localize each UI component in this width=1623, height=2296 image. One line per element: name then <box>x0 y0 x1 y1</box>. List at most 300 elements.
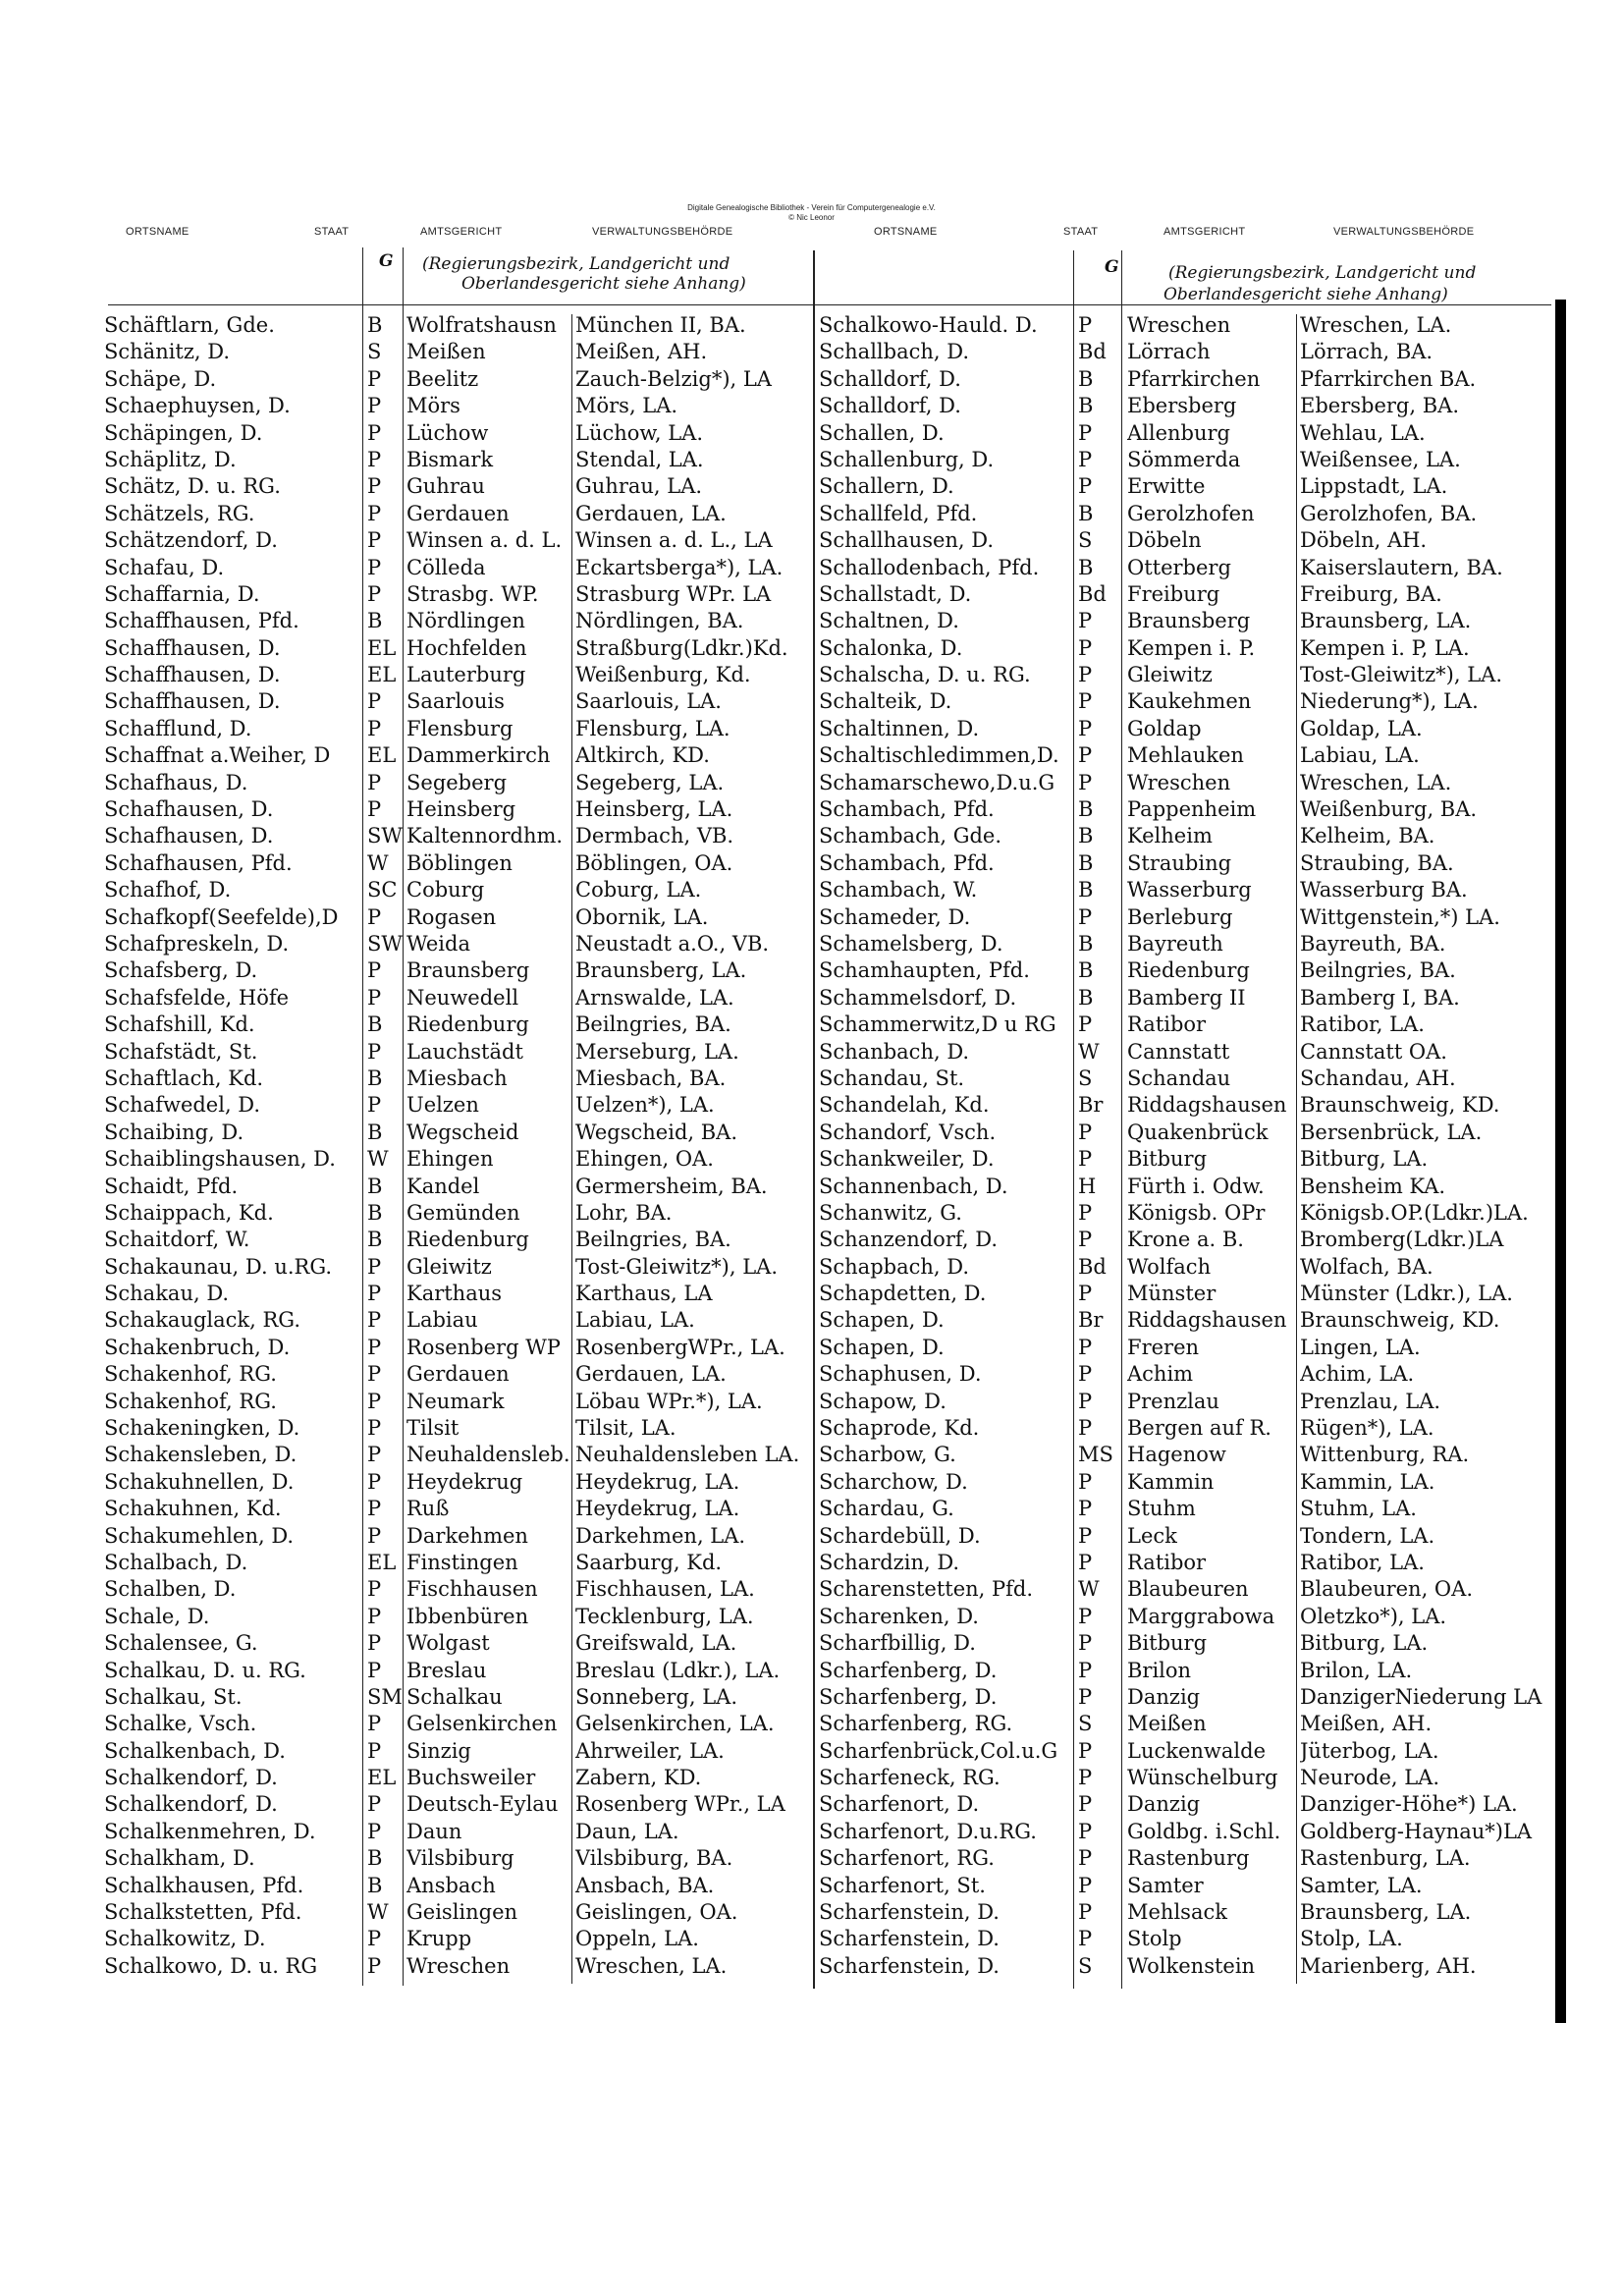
administrative-authority: Wegscheid, BA. <box>575 1120 738 1144</box>
administrative-authority: Bayreuth, BA. <box>1300 931 1446 956</box>
table-row <box>98 1630 815 1657</box>
district-court: Lauchstädt <box>406 1039 523 1064</box>
district-court: Straubing <box>1127 850 1232 875</box>
place-name: Schaibing, D. <box>104 1120 244 1144</box>
place-name: Schambach, Pfd. <box>819 850 995 875</box>
administrative-authority: Ebersberg, BA. <box>1300 394 1459 418</box>
place-name: Schammelsdorf, D. <box>819 985 1017 1010</box>
state: S <box>367 340 382 364</box>
place-name: Schanwitz, G. <box>819 1200 962 1225</box>
district-court: Bergen auf R. <box>1127 1416 1271 1441</box>
district-court: Kaukehmen <box>1127 689 1252 714</box>
district-court: Schandau <box>1127 1066 1231 1090</box>
state: P <box>1078 1416 1093 1441</box>
state: P <box>1078 1550 1093 1574</box>
table-row <box>98 420 815 447</box>
state: P <box>1078 1228 1093 1252</box>
table-row <box>815 1307 1551 1334</box>
table-row <box>815 1899 1551 1926</box>
state: B <box>1078 878 1094 902</box>
district-court: Gerdauen <box>406 1362 510 1387</box>
place-name: Schätzendorf, D. <box>104 528 278 553</box>
table-row <box>98 1550 815 1576</box>
district-court: Sinzig <box>406 1738 471 1763</box>
place-name: Schardebüll, D. <box>819 1523 981 1548</box>
district-court: Goldap <box>1127 716 1202 740</box>
place-name: Schaffarnia, D. <box>104 581 260 606</box>
administrative-authority: Blaubeuren, OA. <box>1300 1577 1473 1602</box>
administrative-authority: Kelheim, BA. <box>1300 824 1435 848</box>
place-name: Schakuhnen, Kd. <box>104 1497 282 1521</box>
administrative-authority: Achim, LA. <box>1300 1362 1415 1387</box>
district-court: Fischhausen <box>406 1577 538 1602</box>
place-name: Schafwedel, D. <box>104 1093 261 1118</box>
administrative-authority: Lingen, LA. <box>1300 1335 1421 1359</box>
district-court: Lauterburg <box>406 663 526 687</box>
state: P <box>1078 1497 1093 1521</box>
table-row <box>815 1146 1551 1173</box>
place-name: Schafhausen, Pfd. <box>104 850 293 875</box>
state: P <box>367 474 382 499</box>
state: P <box>367 1443 382 1467</box>
state: P <box>367 555 382 579</box>
district-court: Bayreuth <box>1127 931 1223 956</box>
table-row <box>98 904 815 931</box>
administrative-authority: Uelzen*), LA. <box>575 1093 715 1118</box>
table-row <box>815 393 1551 419</box>
district-court: Fürth i. Odw. <box>1127 1174 1265 1198</box>
district-court: Riedenburg <box>1127 958 1250 983</box>
state: P <box>367 581 382 606</box>
place-name: Schalkowo-Hauld. D. <box>819 313 1038 337</box>
table-row <box>815 1765 1551 1791</box>
administrative-authority: Wreschen, LA. <box>1300 313 1452 337</box>
state: B <box>367 1066 383 1090</box>
administrative-authority: Gerolzhofen, BA. <box>1300 501 1478 525</box>
place-name: Scharfenstein, D. <box>819 1927 1000 1951</box>
district-court: Böblingen <box>406 850 513 875</box>
administrative-authority: Münster (Ldkr.), LA. <box>1300 1282 1513 1306</box>
district-court: Rastenburg <box>1127 1846 1250 1871</box>
district-court: Wreschen <box>1127 313 1231 337</box>
state: B <box>1078 394 1094 418</box>
table-row <box>98 1389 815 1415</box>
state: W <box>367 850 389 875</box>
district-court: Mörs <box>406 394 460 418</box>
state: P <box>367 1497 382 1521</box>
table-row <box>98 742 815 769</box>
table-row <box>98 635 815 662</box>
administrative-authority: Oppeln, LA. <box>575 1927 699 1951</box>
state: B <box>367 1228 383 1252</box>
state: P <box>367 501 382 525</box>
district-court: Freiburg <box>1127 581 1220 606</box>
header-amtsgericht-right: AMTSGERICHT <box>1163 226 1246 238</box>
administrative-authority: Saarburg, Kd. <box>575 1550 723 1574</box>
administrative-authority: Greifswald, LA. <box>575 1631 737 1656</box>
place-name: Schandelah, Kd. <box>819 1093 990 1118</box>
administrative-authority: Pfarrkirchen BA. <box>1300 366 1477 391</box>
table-row <box>815 1066 1551 1092</box>
place-name: Schafau, D. <box>104 555 225 579</box>
state: P <box>367 420 382 445</box>
district-court: Erwitte <box>1127 474 1206 499</box>
state: P <box>1078 635 1093 660</box>
place-name: Schamarschewo,D.u.G <box>819 770 1055 794</box>
place-name: Schaiblingshausen, D. <box>104 1147 336 1172</box>
administrative-authority: Wolfach, BA. <box>1300 1254 1434 1279</box>
state: P <box>1078 1200 1093 1225</box>
place-name: Scharfenstein, D. <box>819 1900 1000 1925</box>
administrative-authority: Kammin, LA. <box>1300 1469 1435 1494</box>
district-court: Achim <box>1127 1362 1194 1387</box>
administrative-authority: Merseburg, LA. <box>575 1039 739 1064</box>
state: MS <box>1078 1443 1113 1467</box>
district-court: Kandel <box>406 1174 480 1198</box>
state: Bd <box>1078 340 1107 364</box>
administrative-authority: Karthaus, LA <box>575 1282 713 1306</box>
administrative-authority: Beilngries, BA. <box>575 1228 731 1252</box>
district-court: Deutsch-Eylau <box>406 1792 559 1817</box>
state: W <box>1078 1039 1100 1064</box>
administrative-authority: Labiau, LA. <box>575 1308 695 1333</box>
state: S <box>1078 1953 1093 1978</box>
district-court: Bitburg <box>1127 1147 1208 1172</box>
table-row <box>815 1092 1551 1119</box>
credit-copyright: © Nic Leonor <box>788 213 835 222</box>
place-name: Schäplitz, D. <box>104 447 237 471</box>
place-name: Schaitdorf, W. <box>104 1228 250 1252</box>
table-row <box>815 931 1551 957</box>
table-row <box>815 420 1551 447</box>
administrative-authority: Vilsbiburg, BA. <box>575 1846 733 1871</box>
state: P <box>367 1712 382 1736</box>
table-row <box>98 1791 815 1818</box>
state: EL <box>367 1550 397 1574</box>
table-row <box>815 1469 1551 1496</box>
place-name: Scharenken, D. <box>819 1604 979 1628</box>
state: B <box>1078 366 1094 391</box>
district-court: Schalkau <box>406 1684 503 1709</box>
place-name: Schalkstetten, Pfd. <box>104 1900 302 1925</box>
district-court: Dammerkirch <box>406 743 551 768</box>
district-court: Gelsenkirchen <box>406 1712 558 1736</box>
administrative-authority: Obornik, LA. <box>575 904 709 929</box>
header-amtsgericht-left: AMTSGERICHT <box>420 226 503 238</box>
administrative-authority: Braunsberg, LA. <box>1300 609 1472 633</box>
place-name: Schafhausen, D. <box>104 824 274 848</box>
district-court: Wolgast <box>406 1631 490 1656</box>
administrative-authority: Stendal, LA. <box>575 447 704 471</box>
table-row <box>815 527 1551 554</box>
administrative-authority: Beilngries, BA. <box>1300 958 1456 983</box>
district-court: Blaubeuren <box>1127 1577 1249 1602</box>
place-name: Schäpe, D. <box>104 366 217 391</box>
district-court: Flensburg <box>406 716 514 740</box>
staat-symbol-left: G <box>379 251 394 271</box>
district-court: Wasserburg <box>1127 878 1252 902</box>
administrative-authority: Tost-Gleiwitz*), LA. <box>1300 663 1502 687</box>
administrative-authority: Rosenberg WPr., LA <box>575 1792 785 1817</box>
administrative-authority: Tost-Gleiwitz*), LA. <box>575 1254 778 1279</box>
header-verwaltung-right: VERWALTUNGSBEHÖRDE <box>1333 226 1475 238</box>
district-court: Finstingen <box>406 1550 518 1574</box>
place-name: Schardzin, D. <box>819 1550 960 1574</box>
district-court: Allenburg <box>1127 420 1230 445</box>
administrative-authority: Danziger-Höhe*) LA. <box>1300 1792 1518 1817</box>
administrative-authority: Rastenburg, LA. <box>1300 1846 1471 1871</box>
table-row <box>815 850 1551 877</box>
state: P <box>1078 1012 1093 1037</box>
table-row <box>98 1415 815 1442</box>
table-row <box>98 823 815 849</box>
state: B <box>1078 501 1094 525</box>
district-court: Bitburg <box>1127 1631 1208 1656</box>
place-name: Schalscha, D. u. RG. <box>819 663 1031 687</box>
place-name: Schalkau, St. <box>104 1684 243 1709</box>
place-name: Schakuhnellen, D. <box>104 1469 295 1494</box>
administrative-authority: Zauch-Belzig*), LA <box>575 366 772 391</box>
table-row <box>815 877 1551 903</box>
district-court: Rogasen <box>406 904 497 929</box>
administrative-authority: Kaiserslautern, BA. <box>1300 555 1503 579</box>
state: SW <box>367 824 403 848</box>
table-row <box>815 1684 1551 1711</box>
table-row <box>98 1576 815 1603</box>
table-row <box>815 1791 1551 1818</box>
place-name: Schallern, D. <box>819 474 954 499</box>
administrative-authority: Weißensee, LA. <box>1300 447 1461 471</box>
table-row <box>98 716 815 742</box>
state: P <box>1078 716 1093 740</box>
table-row <box>98 501 815 527</box>
district-court: Segeberg <box>406 770 508 794</box>
place-name: Schakenbruch, D. <box>104 1335 291 1359</box>
district-court: Leck <box>1127 1523 1177 1548</box>
district-court: Danzig <box>1127 1792 1201 1817</box>
district-court: Sömmerda <box>1127 447 1241 471</box>
state: P <box>1078 1873 1093 1897</box>
table-row <box>98 1200 815 1227</box>
place-name: Schaltinnen, D. <box>819 716 980 740</box>
administrative-authority: Braunschweig, KD. <box>1300 1308 1500 1333</box>
administrative-authority: Böblingen, OA. <box>575 850 733 875</box>
administrative-authority: Arnswalde, LA. <box>575 985 734 1010</box>
district-court: Heydekrug <box>406 1469 523 1494</box>
administrative-authority: Eckartsberga*), LA. <box>575 555 784 579</box>
district-court: Braunsberg <box>1127 609 1251 633</box>
state: H <box>1078 1174 1097 1198</box>
place-name: Schakensleben, D. <box>104 1443 298 1467</box>
subheader-note-left-1: (Regierungsbezirk, Landgericht und <box>422 254 730 274</box>
place-name: Schakeningken, D. <box>104 1416 300 1441</box>
table-row <box>98 662 815 688</box>
place-name: Schankweiler, D. <box>819 1147 995 1172</box>
table-row <box>815 635 1551 662</box>
place-name: Schammerwitz,D u RG <box>819 1012 1056 1037</box>
table-row <box>98 608 815 634</box>
district-court: Gerdauen <box>406 501 510 525</box>
place-name: Scharfenbrück,Col.u.G <box>819 1738 1058 1763</box>
administrative-authority: Neustadt a.O., VB. <box>575 931 770 956</box>
table-row <box>815 1254 1551 1281</box>
place-name: Schakaunau, D. u.RG. <box>104 1254 333 1279</box>
district-court: Riedenburg <box>406 1228 529 1252</box>
administrative-authority: Niederung*), LA. <box>1300 689 1479 714</box>
state: W <box>367 1147 389 1172</box>
state: B <box>1078 797 1094 822</box>
place-name: Schalteik, D. <box>819 689 952 714</box>
administrative-authority: Flensburg, LA. <box>575 716 730 740</box>
place-name: Scharfenstein, D. <box>819 1953 1000 1978</box>
place-name: Schapen, D. <box>819 1308 945 1333</box>
state: B <box>367 1873 383 1897</box>
administrative-authority: Wittgenstein,*) LA. <box>1300 904 1500 929</box>
district-court: Ruß <box>406 1497 450 1521</box>
district-court: Freren <box>1127 1335 1200 1359</box>
district-court: Cölleda <box>406 555 486 579</box>
state: P <box>367 1953 382 1978</box>
place-name: Schalkowitz, D. <box>104 1927 266 1951</box>
table-row <box>98 850 815 877</box>
district-court: Saarlouis <box>406 689 505 714</box>
table-row <box>815 608 1551 634</box>
place-name: Schalensee, G. <box>104 1631 258 1656</box>
administrative-authority: Geislingen, OA. <box>575 1900 738 1925</box>
place-name: Schafpreskeln, D. <box>104 931 290 956</box>
district-court: Meißen <box>406 340 486 364</box>
district-court: Braunsberg <box>406 958 530 983</box>
table-row <box>815 1576 1551 1603</box>
place-name: Schaippach, Kd. <box>104 1200 274 1225</box>
place-name: Schallhausen, D. <box>819 528 995 553</box>
state: B <box>1078 958 1094 983</box>
table-row <box>98 1738 815 1765</box>
place-name: Scharfbillig, D. <box>819 1631 976 1656</box>
district-court: Pappenheim <box>1127 797 1257 822</box>
district-court: Münster <box>1127 1282 1217 1306</box>
place-name: Schaltnen, D. <box>819 609 959 633</box>
administrative-authority: Tondern, LA. <box>1300 1523 1435 1548</box>
header-ortsname-right: ORTSNAME <box>874 226 938 238</box>
subheader-note-right-2: Oberlandesgericht siehe Anhang) <box>1163 285 1448 304</box>
district-court: Döbeln <box>1127 528 1202 553</box>
state: P <box>367 1308 382 1333</box>
administrative-authority: Heydekrug, LA. <box>575 1497 740 1521</box>
place-name: Schalkenmehren, D. <box>104 1819 316 1843</box>
administrative-authority: Tecklenburg, LA. <box>575 1604 754 1628</box>
administrative-authority: Ratibor, LA. <box>1300 1012 1425 1037</box>
place-name: Schafhaus, D. <box>104 770 248 794</box>
administrative-authority: Saarlouis, LA. <box>575 689 722 714</box>
district-court: Nördlingen <box>406 609 525 633</box>
state: B <box>1078 824 1094 848</box>
state: S <box>1078 528 1093 553</box>
state: P <box>367 1523 382 1548</box>
state: P <box>1078 313 1093 337</box>
state: SW <box>367 931 403 956</box>
state: Bd <box>1078 581 1107 606</box>
place-name: Schamhaupten, Pfd. <box>819 958 1030 983</box>
table-row <box>815 1604 1551 1630</box>
table-row <box>815 688 1551 715</box>
place-name: Schandau, St. <box>819 1066 965 1090</box>
table-row <box>98 1092 815 1119</box>
table-row <box>98 770 815 796</box>
administrative-authority: Lippstadt, LA. <box>1300 474 1448 499</box>
state: P <box>367 1416 382 1441</box>
district-court: Rosenberg WP <box>406 1335 561 1359</box>
district-court: Uelzen <box>406 1093 479 1118</box>
administrative-authority: Cannstatt OA. <box>1300 1039 1447 1064</box>
place-name: Schalonka, D. <box>819 635 963 660</box>
table-row <box>815 1415 1551 1442</box>
table-row <box>815 1845 1551 1872</box>
state: P <box>1078 663 1093 687</box>
table-row <box>815 1658 1551 1684</box>
state: Br <box>1078 1308 1104 1333</box>
table-row <box>98 366 815 393</box>
table-row <box>815 1926 1551 1952</box>
place-name: Scharfenort, RG. <box>819 1846 995 1871</box>
district-court: Ehingen <box>406 1147 494 1172</box>
administrative-authority: Wittenburg, RA. <box>1300 1443 1470 1467</box>
place-name: Schakauglack, RG. <box>104 1308 300 1333</box>
place-name: Schätzels, RG. <box>104 501 255 525</box>
place-name: Schardau, G. <box>819 1497 954 1521</box>
state: P <box>367 797 382 822</box>
place-name: Schallfeld, Pfd. <box>819 501 978 525</box>
district-court: Hagenow <box>1127 1443 1226 1467</box>
state: P <box>1078 1469 1093 1494</box>
district-court: Meißen <box>1127 1712 1207 1736</box>
state: P <box>1078 1335 1093 1359</box>
place-name: Schalkendorf, D. <box>104 1766 278 1790</box>
table-row <box>815 1873 1551 1899</box>
table-row <box>815 581 1551 608</box>
state: SC <box>367 878 398 902</box>
administrative-authority: Mörs, LA. <box>575 394 678 418</box>
table-row <box>98 1711 815 1737</box>
administrative-authority: Bamberg I, BA. <box>1300 985 1460 1010</box>
subheader-note-right-1: (Regierungsbezirk, Landgericht und <box>1168 263 1477 283</box>
state: P <box>1078 474 1093 499</box>
administrative-authority: Braunschweig, KD. <box>1300 1093 1500 1118</box>
state: P <box>367 366 382 391</box>
administrative-authority: Marienberg, AH. <box>1300 1953 1477 1978</box>
state: P <box>1078 1604 1093 1628</box>
header-divider <box>108 304 1551 305</box>
place-name: Schakau, D. <box>104 1282 230 1306</box>
table-row <box>815 1281 1551 1307</box>
district-court: Otterberg <box>1127 555 1231 579</box>
state: W <box>367 1900 389 1925</box>
administrative-authority: Bromberg(Ldkr.)LA <box>1300 1228 1504 1252</box>
place-name: Schannenbach, D. <box>819 1174 1008 1198</box>
state: EL <box>367 663 397 687</box>
administrative-authority: Labiau, LA. <box>1300 743 1420 768</box>
left-column <box>98 312 815 1980</box>
administrative-authority: DanzigerNiederung LA <box>1300 1684 1542 1709</box>
district-court: Geislingen <box>406 1900 518 1925</box>
district-court: Brilon <box>1127 1658 1192 1682</box>
table-row <box>98 1442 815 1468</box>
place-name: Schakenhof, RG. <box>104 1362 277 1387</box>
administrative-authority: Kempen i. P, LA. <box>1300 635 1470 660</box>
district-court: Vilsbiburg <box>406 1846 514 1871</box>
district-court: Samter <box>1127 1873 1204 1897</box>
place-name: Schafhausen, D. <box>104 797 274 822</box>
